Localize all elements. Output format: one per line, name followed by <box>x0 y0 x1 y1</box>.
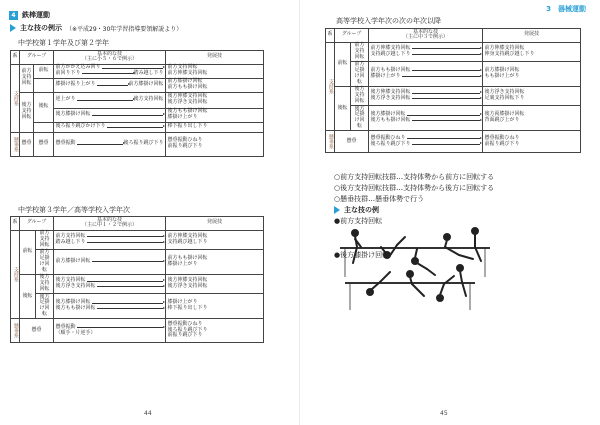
develop-cell <box>166 249 264 274</box>
header-basic <box>369 29 483 43</box>
basic-cell <box>54 230 166 249</box>
basic-skill: 前方もも掛け回転 <box>370 67 411 73</box>
basic-skill: 後方膝掛け回転 <box>370 111 406 118</box>
group-label: 前方支持回転 <box>351 42 369 61</box>
develop-skill: 後方伸膝支持回転 <box>167 93 208 100</box>
develop-cell <box>483 131 581 153</box>
basic-cell <box>54 132 166 156</box>
develop-cell <box>166 122 264 132</box>
develop-cell <box>166 230 264 249</box>
subgroup-label: 後転 <box>34 92 54 122</box>
develop-skill: 後方浮き支持回転 <box>167 282 208 289</box>
arrow-icon <box>412 98 480 99</box>
system-label: 懸垂系 <box>326 131 335 153</box>
arrow-icon <box>412 70 480 71</box>
basic-cell <box>54 92 166 108</box>
arrow-icon <box>412 54 480 55</box>
table-row <box>326 42 581 61</box>
table3-caption: 高等学校入学年次の次の年次以降 <box>336 17 441 25</box>
subgroup-label: 後転 <box>335 86 351 130</box>
subgroup-label: 後転 <box>20 274 36 318</box>
develop-skill: 懸垂振動ひねり <box>484 134 520 141</box>
basic-skill: 後方支持回転 <box>133 96 164 103</box>
list-item: ○後方支持回転技群…支持体勢から後方に回転する <box>334 184 495 192</box>
basic-skill: 踏み越し下り <box>133 70 164 76</box>
list-item: ○懸垂技群…懸垂体勢で行う <box>334 195 425 203</box>
group-label: 前方足掛け回転 <box>351 61 369 86</box>
arrow-icon <box>107 127 163 128</box>
header-basic <box>54 217 166 231</box>
group-label: 後方支持回転 <box>351 86 369 105</box>
arrow-icon <box>92 303 163 304</box>
header-basic-label: 基本的な技 <box>97 50 123 57</box>
table-row <box>11 132 264 156</box>
arrow-icon <box>102 68 163 69</box>
group-label: 懸垂 <box>20 319 54 343</box>
develop-skill: 懸垂振動ひねり <box>167 320 203 327</box>
develop-skill: 前振り跳び下り <box>167 332 203 339</box>
develop-skill: 支持跳び越し下り <box>167 238 208 245</box>
header-basic-sub: （主に中１・２で例示） <box>82 222 138 229</box>
arrow-icon <box>77 100 133 101</box>
table-row <box>326 106 581 131</box>
group-label: 前方支持回転 <box>20 64 34 92</box>
page-number: 44 <box>144 410 152 417</box>
examples-subheading <box>334 205 379 215</box>
arrow-icon <box>412 93 480 94</box>
header-system: 系 <box>11 217 20 231</box>
develop-cell <box>166 108 264 122</box>
basic-skill: 懸垂振動 <box>55 323 76 330</box>
table-row <box>326 131 581 153</box>
basic-skill: 後ろ振り跳び下り <box>370 140 411 147</box>
header-basic <box>54 51 166 65</box>
develop-skill: 前方もも掛け回転 <box>167 84 208 90</box>
arrow-icon <box>92 115 163 116</box>
basic-cell <box>54 108 166 122</box>
develop-skill: 後方伸膝支持回転 <box>167 277 208 284</box>
develop-skill: 前振り跳び下り <box>484 140 520 147</box>
develop-skill: 棒下振り出し下り <box>167 123 208 130</box>
basic-skill: 逆上がり <box>55 96 76 103</box>
header-group: グループ <box>335 29 369 43</box>
table-row <box>11 249 264 274</box>
develop-cell <box>166 274 264 293</box>
basic-skill: 後方膝掛け回転 <box>55 299 91 306</box>
basic-skill: 前方かかえ込み回り <box>55 64 101 71</box>
table1-header <box>11 51 264 65</box>
table-row <box>326 86 581 105</box>
triangle-bullet-icon <box>10 24 16 32</box>
basic-skill: 後方支持回転 <box>55 277 86 284</box>
develop-skill: 後方もも掛け回転 <box>167 108 208 115</box>
arrow-icon <box>412 48 480 49</box>
develop-cell <box>483 106 581 131</box>
basic-cell <box>369 131 483 153</box>
develop-skill: 膝掛け上がり <box>167 260 198 267</box>
develop-skill: 前方膝掛け回転 <box>167 78 203 85</box>
arrow-icon <box>407 115 480 116</box>
basic-cell <box>54 294 166 319</box>
table-row <box>11 274 264 293</box>
basic-skill: 後方膝掛け回転 <box>55 111 91 118</box>
develop-skill: 棒下振り出し下り <box>167 305 208 311</box>
header-develop: 発展技 <box>483 29 581 43</box>
develop-cell <box>166 78 264 92</box>
header-basic-sub: （主に小５・６で例示） <box>82 56 138 63</box>
develop-skill: 後方両膝掛け回転 <box>484 111 525 118</box>
group-label: 後方支持回転 <box>20 92 34 132</box>
table2 <box>10 216 264 343</box>
group-label: 前方支持回転 <box>36 230 54 249</box>
table-row <box>11 64 264 78</box>
chapter-label: 3 器械運動 <box>546 5 586 13</box>
subgroup-label <box>34 78 54 92</box>
table1-caption: 中学校第１学年及び第２学年 <box>18 39 109 47</box>
develop-skill: 伸身支持跳び越し下り <box>484 50 535 57</box>
basic-skill: 後方もも掛け回転 <box>55 305 96 311</box>
basic-cell <box>54 319 166 343</box>
subgroup-label: 前転 <box>34 64 54 78</box>
basic-skill: 前方膝掛け回転 <box>55 257 91 264</box>
develop-skill: 後方浮き支持回転 <box>167 99 208 105</box>
subgroup-label: 前転 <box>335 42 351 86</box>
develop-skill: 後ろ振り跳び下り <box>167 326 208 333</box>
triangle-bullet-icon <box>334 206 340 214</box>
table-row <box>11 122 264 132</box>
develop-skill: 前方膝掛け回転 <box>484 67 520 73</box>
table-row <box>11 294 264 319</box>
basic-cell <box>369 61 483 86</box>
develop-cell <box>166 319 264 343</box>
arrow-icon <box>97 85 128 86</box>
arrow-icon <box>402 76 480 77</box>
header-basic-sub: （主に中３で例示） <box>403 34 449 41</box>
basic-skill: 後ろ振り跳びかけ下り <box>55 123 106 130</box>
develop-skill: 前方伸膝支持回転 <box>484 44 525 51</box>
page-number: 45 <box>440 410 448 417</box>
list-item: ○前方支持回転技群…支持体勢から前方に回転する <box>334 173 495 181</box>
arrow-icon <box>82 73 133 74</box>
table3-header <box>326 29 581 43</box>
basic-cell <box>54 122 166 132</box>
header-group: グループ <box>20 217 54 231</box>
basic-skill: 後ろ振り跳び下り <box>123 140 164 147</box>
basic-skill: 前方支持回転 <box>55 232 86 239</box>
basic-skill: 前方膝掛け回転 <box>128 81 164 88</box>
subgroup-label: 懸垂 <box>34 132 54 156</box>
group-label: 後方足掛け回転 <box>36 294 54 319</box>
basic-cell <box>369 106 483 131</box>
develop-cell <box>166 92 264 108</box>
develop-skill: 膝掛け上がり <box>167 114 198 120</box>
arrow-icon <box>97 286 163 287</box>
basic-cell <box>369 42 483 61</box>
subheading-note: （※平成29・30年学習指導要領解説より） <box>66 25 183 33</box>
group-label: 懸垂 <box>20 132 34 156</box>
arrow-icon <box>92 261 163 262</box>
table-row <box>11 230 264 249</box>
table3 <box>325 28 581 153</box>
header-basic-label: 基本的な技 <box>413 28 439 35</box>
basic-skill: 懸垂振動 <box>55 140 76 147</box>
basic-skill: （順手・片逆手） <box>55 329 96 336</box>
table1 <box>10 50 264 157</box>
table2-caption: 中学校第３学年／高等学校入学年次 <box>18 206 130 214</box>
group-label: 懸垂 <box>335 131 369 153</box>
subheading <box>10 23 182 33</box>
arrow-icon <box>87 281 163 282</box>
figure-label: ●前方支持回転 <box>334 217 383 225</box>
header-develop: 発展技 <box>166 217 264 231</box>
basic-skill: 支持跳び越し下り <box>370 50 411 57</box>
table-row <box>11 92 264 108</box>
basic-cell <box>54 64 166 78</box>
basic-skill: 踏み越し下り <box>55 238 86 245</box>
system-label: 支持系 <box>326 42 335 131</box>
develop-skill: 前方支持回転 <box>167 64 198 71</box>
develop-cell <box>166 64 264 78</box>
header-system: 系 <box>326 29 335 43</box>
develop-skill: 前振り跳び下り <box>167 143 203 149</box>
arrow-icon <box>87 242 163 243</box>
system-label: 懸垂系 <box>11 132 20 156</box>
system-label: 支持系 <box>11 230 20 319</box>
develop-skill: 後方浮き支持回転 <box>484 89 525 96</box>
header-group: グループ <box>20 51 54 65</box>
section-heading <box>9 10 50 20</box>
basic-skill: 膝掛け上がり <box>370 72 401 79</box>
develop-skill: 前方もも掛け回転 <box>167 255 208 261</box>
group-label: 後方足掛け回転 <box>351 106 369 131</box>
figure-label: ●後方膝掛け回転 <box>334 251 390 259</box>
back-knee-hang-rotation-figure <box>340 262 480 312</box>
basic-skill: 前方伸膝支持回転 <box>370 44 411 51</box>
table-row <box>11 78 264 92</box>
develop-cell <box>166 132 264 156</box>
basic-cell <box>54 274 166 293</box>
basic-skill: 後方浮き支持回転 <box>370 94 411 101</box>
develop-cell <box>166 294 264 319</box>
basic-skill: 懸垂振動ひねり <box>370 134 406 141</box>
section-number: 4 <box>9 11 18 20</box>
basic-skill: 膝掛け振り上がり <box>55 81 96 88</box>
section-title: 鉄棒運動 <box>22 11 50 19</box>
header-basic-label: 基本的な技 <box>97 216 123 223</box>
table-row <box>11 319 264 343</box>
system-label: 懸垂系 <box>11 319 20 343</box>
system-label: 支持系 <box>11 64 20 132</box>
header-system: 系 <box>11 51 20 65</box>
basic-skill: 前回り下り <box>55 70 81 76</box>
table2-header <box>11 217 264 231</box>
basic-cell <box>54 78 166 92</box>
develop-cell <box>483 42 581 61</box>
develop-cell <box>483 61 581 86</box>
develop-skill: もも掛け上がり <box>484 72 520 79</box>
table-row <box>326 61 581 86</box>
arrow-icon <box>77 327 163 328</box>
header-develop: 発展技 <box>166 51 264 65</box>
basic-skill: 後方浮き支持回転 <box>55 282 96 289</box>
subgroup-label <box>34 122 54 132</box>
examples-title: 主な技の例 <box>344 206 379 214</box>
develop-skill: 前方伸膝支持回転 <box>167 232 208 239</box>
group-label: 前方足掛け回転 <box>36 249 54 274</box>
arrow-icon <box>87 236 163 237</box>
arrow-icon <box>77 144 123 145</box>
arrow-icon <box>412 144 480 145</box>
subgroup-label: 前転 <box>20 230 36 274</box>
develop-skill: 前方伸膝支持回転 <box>167 70 208 76</box>
develop-cell <box>483 86 581 105</box>
develop-skill: 足裏支持回転下り <box>484 94 525 101</box>
basic-cell <box>369 86 483 105</box>
develop-skill: 膝掛け上がり <box>167 299 198 306</box>
basic-skill: 後方もも掛け回転 <box>370 117 411 123</box>
develop-skill: 背面跳び上がり <box>484 117 520 123</box>
group-label: 後方支持回転 <box>36 274 54 293</box>
basic-cell <box>54 249 166 274</box>
basic-skill: 後方伸膝支持回転 <box>370 89 411 96</box>
arrow-icon <box>412 120 480 121</box>
arrow-icon <box>97 308 163 309</box>
develop-skill: 懸垂振動ひねり <box>167 137 203 144</box>
arrow-icon <box>407 138 480 139</box>
subheading-title: 主な技の例示 <box>20 24 62 32</box>
